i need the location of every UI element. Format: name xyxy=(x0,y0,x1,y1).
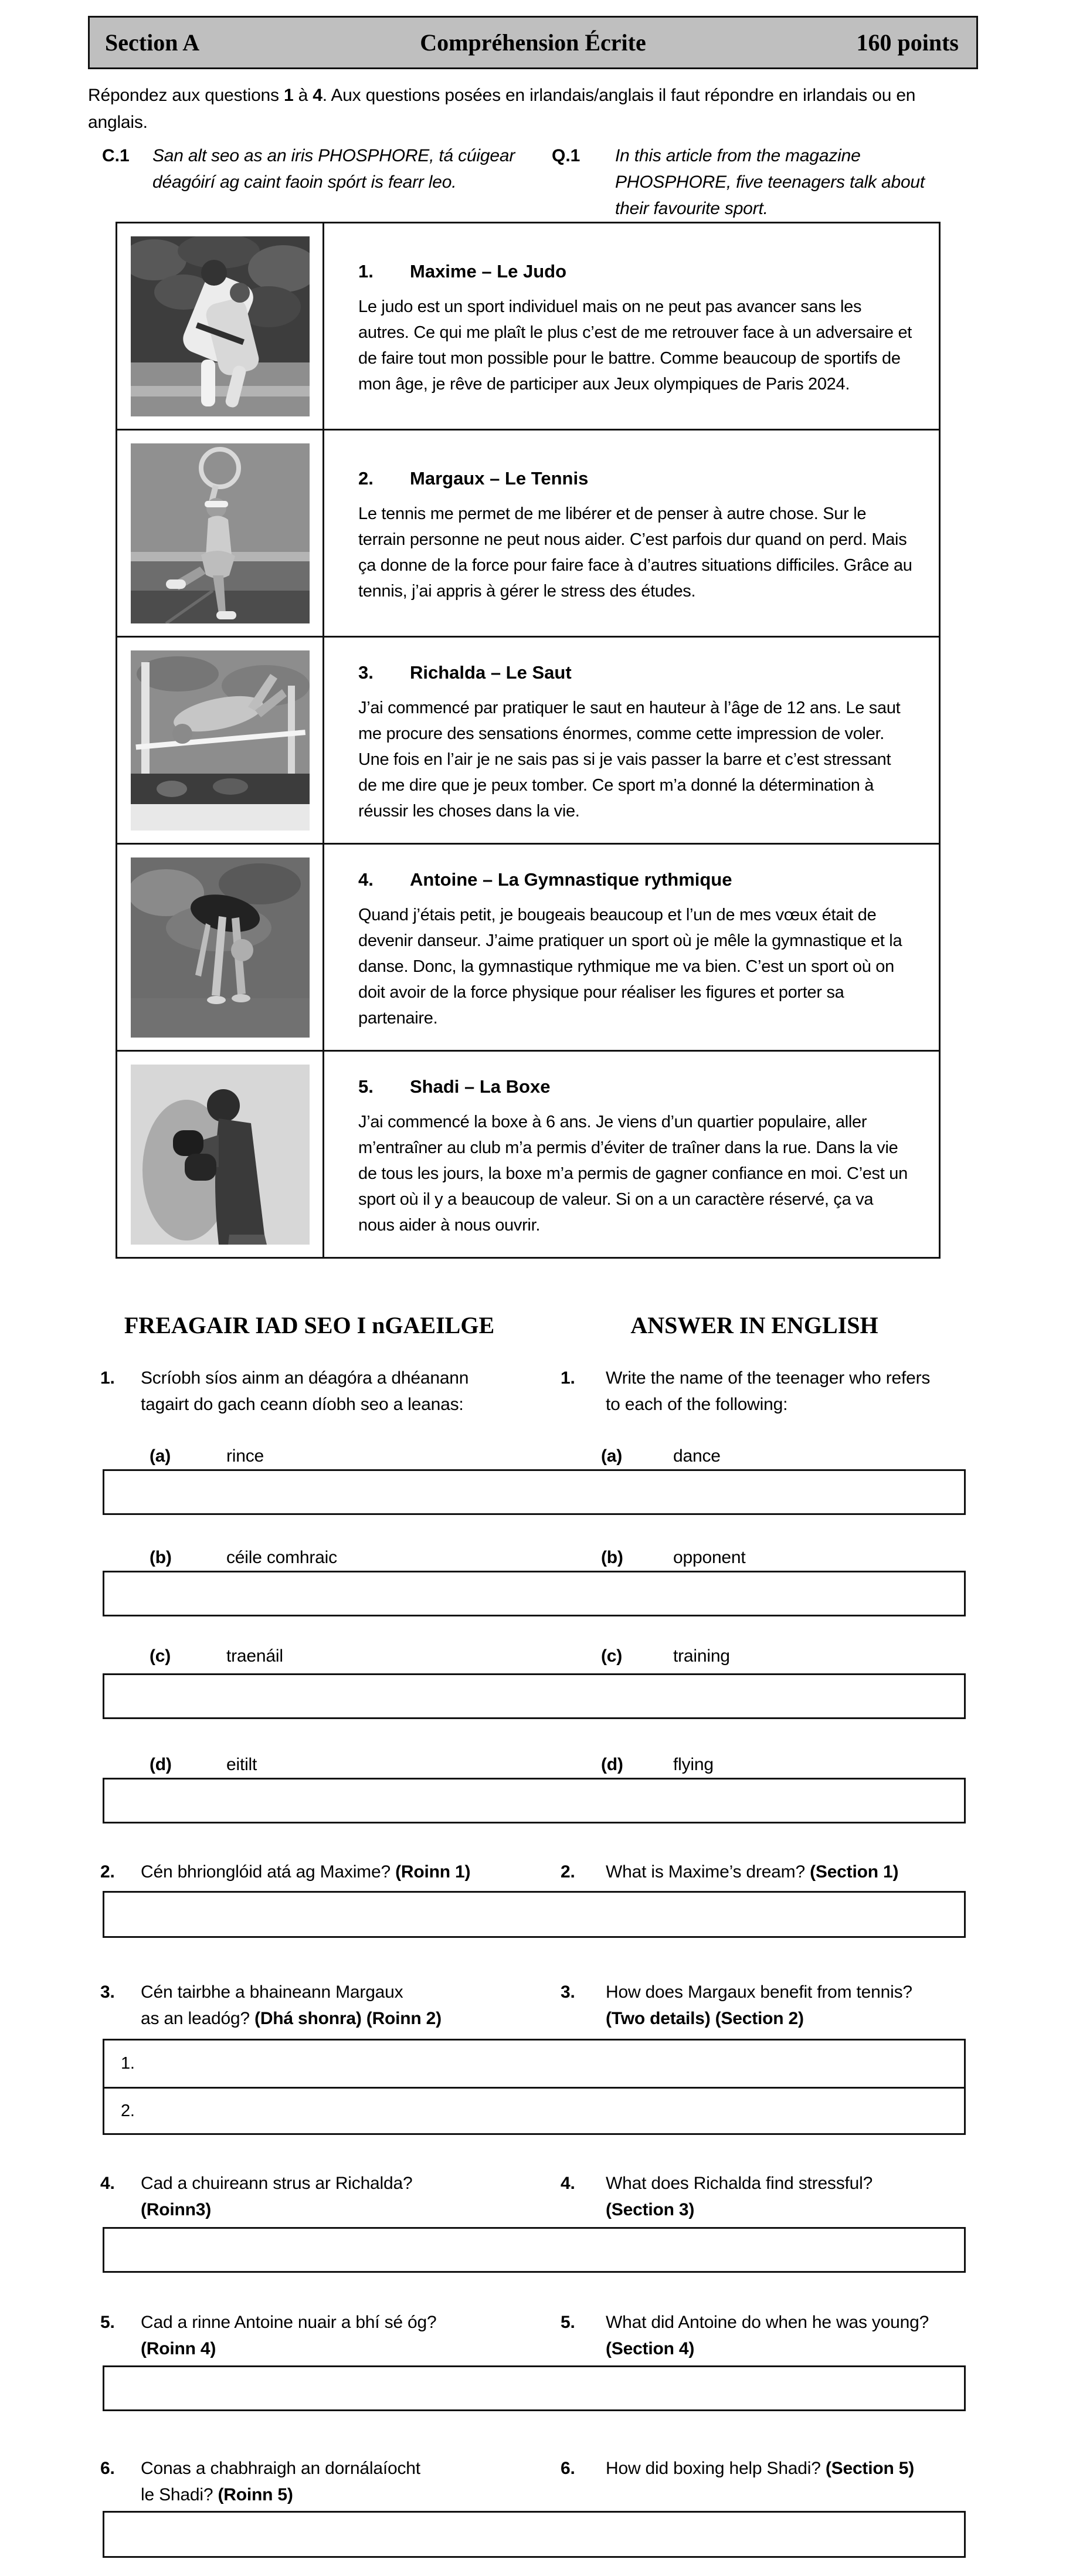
question-3-row xyxy=(88,1979,978,2032)
question-number: 3. xyxy=(100,1982,115,2002)
question-1-irish xyxy=(88,1365,552,1418)
page-title: Compréhension Écrite xyxy=(420,29,646,56)
question-text-english: How did boxing help Shadi? xyxy=(606,2459,826,2478)
answer-line-number: 1. xyxy=(121,2054,135,2073)
question-text-english: What did Antoine do when he was young? xyxy=(606,2313,929,2332)
answer-box-1d[interactable] xyxy=(103,1778,966,1823)
question-number: 1. xyxy=(100,1368,115,1388)
passage-heading xyxy=(358,467,912,490)
item-row-d xyxy=(88,1751,978,1778)
question-number: 2. xyxy=(561,1862,575,1882)
section-label: Section A xyxy=(105,29,200,56)
instruction-segment: . Aux questions posées en irlandais/anglais il faut répondre en irlandais ou en anglais. xyxy=(88,86,916,132)
passage-text: Le tennis me permet de me libérer et de penser à autre chose. Sur le terrain personne ne peut nous aider. C’est parfois dur quand on perd. Mais ça donne de la force pour faire face à d’autres situations difficiles. Grâce au tennis, j’ai appris à gérer le stress des études. xyxy=(358,504,912,601)
passage-heading xyxy=(358,1075,912,1099)
instruction-segment: Répondez aux questions xyxy=(88,86,284,105)
question-text-irish: Cén bhrionglóid atá ag Maxime? xyxy=(141,1862,396,1882)
irish-answer-header: FREAGAIR IAD SEO I nGAEILGE xyxy=(124,1312,495,1338)
question-number: 2. xyxy=(100,1862,115,1882)
question-text-irish: Conas a chabhraigh an dornálaíocht xyxy=(141,2459,420,2478)
item-label: (c) xyxy=(150,1646,171,1666)
passage-title: Shadi – La Boxe xyxy=(410,1076,551,1097)
question-text-english: What does Richalda find stressful? xyxy=(606,2174,873,2193)
question-intro-row xyxy=(88,143,979,222)
passage-text: J’ai commencé par pratiquer le saut en hauteur à l’âge de 12 ans. Le saut me procure des sensations énormes, comme cette impression de voler. Une fois en l’air je ne sais pas si je vais passer la barre et c’est stressant de me dire que je peux tomber. Ce sport m’a donné la détermination à réussir les choses dans la vie. xyxy=(358,699,901,821)
question-section-ref: (Roinn 1) xyxy=(395,1862,471,1882)
answer-box-2[interactable] xyxy=(103,1891,966,1938)
question-text-english: Write the name of the teenager who refers to each of the following: xyxy=(606,1368,931,1414)
item-term-irish: eitilt xyxy=(226,1755,257,1774)
question-section-ref: (Dhá shonra) (Roinn 2) xyxy=(254,2009,442,2028)
question-section-ref: (Roinn 4) xyxy=(141,2339,216,2358)
passage-title: Margaux – Le Tennis xyxy=(410,468,589,489)
question-number: 5. xyxy=(100,2313,115,2332)
question-text-irish: Scríobh síos ainm an déagóra a dhéanann tagairt do gach ceann díobh seo a leanas: xyxy=(141,1368,469,1414)
item-label: (c) xyxy=(601,1646,623,1666)
item-label: (d) xyxy=(601,1755,623,1774)
answer-box-3-line-1[interactable] xyxy=(104,2041,964,2087)
passage-row-boxing xyxy=(117,1051,940,1258)
instruction-bold-number: 1 xyxy=(283,86,294,105)
answer-box-1b[interactable] xyxy=(103,1571,966,1616)
english-intro-text: In this article from the magazine PHOSPHORE, five teenagers talk about their favourite sport. xyxy=(615,146,925,218)
item-term-english: opponent xyxy=(673,1548,746,1567)
question-section-ref: (Roinn3) xyxy=(141,2200,212,2219)
item-label: (a) xyxy=(150,1446,171,1466)
english-intro xyxy=(552,143,979,222)
passage-row-judo xyxy=(117,223,940,430)
passages-table xyxy=(116,222,941,1259)
irish-intro xyxy=(88,143,552,222)
question-text-irish: le Shadi? xyxy=(141,2485,218,2504)
question-section-ref: (Section 3) xyxy=(606,2200,695,2219)
irish-intro-label: C.1 xyxy=(102,146,130,165)
passage-heading xyxy=(358,868,912,892)
passage-text: Le judo est un sport individuel mais on ne peut pas avancer sans les autres. Ce qui me plaît le plus c’est de me retrouver face à un adversaire et de faire tout mon possible pour le battre. Comme beaucoup de sportifs de mon âge, je rêve de participer aux Jeux olympiques de Paris 2024. xyxy=(358,297,912,394)
answer-box-3[interactable] xyxy=(103,2039,966,2135)
question-6-row xyxy=(88,2455,978,2508)
passage-number: 3. xyxy=(358,662,374,683)
question-5-row xyxy=(88,2309,978,2362)
item-row-a xyxy=(88,1443,978,1469)
item-label: (b) xyxy=(601,1548,623,1567)
item-term-irish: céile comhraic xyxy=(226,1548,337,1567)
passage-number: 5. xyxy=(358,1076,374,1097)
answer-line-number: 2. xyxy=(121,2101,135,2120)
question-text-english: What is Maxime’s dream? xyxy=(606,1862,810,1882)
answer-box-4[interactable] xyxy=(103,2227,966,2273)
question-section-ref: (Two details) (Section 2) xyxy=(606,2009,804,2028)
passage-number: 1. xyxy=(358,261,374,282)
question-section-ref: (Section 1) xyxy=(810,1862,899,1882)
passage-text: Quand j’étais petit, je bougeais beaucoup et l’un de mes vœux était de devenir danseur. J’aime pratiquer un sport où je mêle la gymnastique et la danse. Donc, la gymnastique rythmique me va bien. C’est un sport où on doit avoir de la force physique pour réaliser les figures et porter sa partenaire. xyxy=(358,906,902,1028)
answer-box-3-line-2[interactable] xyxy=(104,2087,964,2133)
passage-title: Maxime – Le Judo xyxy=(410,261,567,282)
passage-title: Antoine – La Gymnastique rythmique xyxy=(410,869,732,890)
item-term-english: flying xyxy=(673,1755,714,1774)
item-row-c xyxy=(88,1643,978,1669)
question-number: 5. xyxy=(561,2313,575,2332)
question-4-row xyxy=(88,2170,978,2223)
english-intro-label: Q.1 xyxy=(552,146,580,165)
passage-row-high-jump xyxy=(117,637,940,844)
question-number: 6. xyxy=(100,2459,115,2478)
judo-match-photo xyxy=(131,236,310,416)
gymnast-photo xyxy=(131,857,310,1038)
question-section-ref: (Section 4) xyxy=(606,2339,695,2358)
answer-box-5[interactable] xyxy=(103,2365,966,2411)
passage-title: Richalda – Le Saut xyxy=(410,662,572,683)
question-2-row xyxy=(88,1859,978,1885)
item-label: (d) xyxy=(150,1755,172,1774)
passage-heading xyxy=(358,661,912,684)
answer-box-6[interactable] xyxy=(103,2511,966,2558)
answer-box-1a[interactable] xyxy=(103,1469,966,1515)
passage-number: 4. xyxy=(358,869,374,890)
questions-section xyxy=(88,1349,978,2558)
irish-intro-text: San alt seo as an iris PHOSPHORE, tá cúigear déagóirí ag caint faoin spórt is fearr leo. xyxy=(152,146,515,192)
question-section-ref: (Section 5) xyxy=(825,2459,915,2478)
item-term-english: dance xyxy=(673,1446,721,1466)
passage-row-gymnastics xyxy=(117,844,940,1051)
instructions-text xyxy=(88,82,977,136)
passage-text: J’ai commencé la boxe à 6 ans. Je viens d’un quartier populaire, aller m’entraîner au club m’a permis d’éviter de traîner dans la rue. Dans la vie de tous les jours, la boxe m’a permis de gagner confiance en moi. C’est un sport où il y a beaucoup de valeur. Si on a un caractère réservé, ça va nous aider à nous ouvrir. xyxy=(358,1113,908,1235)
question-number: 4. xyxy=(561,2174,575,2193)
item-label: (b) xyxy=(150,1548,172,1567)
question-text-irish: as an leadóg? xyxy=(141,2009,255,2028)
instruction-bold-number: 4 xyxy=(313,86,322,105)
item-term-irish: rince xyxy=(226,1446,264,1466)
answer-box-1c[interactable] xyxy=(103,1673,966,1719)
tennis-player-photo xyxy=(131,443,310,623)
english-answer-header: ANSWER IN ENGLISH xyxy=(630,1312,878,1338)
question-text-irish: Cad a chuireann strus ar Richalda? xyxy=(141,2174,413,2193)
question-text-irish: Cén tairbhe a bhaineann Margaux xyxy=(141,1982,403,2002)
passage-number: 2. xyxy=(358,468,374,489)
points-label: 160 points xyxy=(856,29,959,56)
question-section-ref: (Roinn 5) xyxy=(218,2485,293,2504)
item-label: (a) xyxy=(601,1446,623,1466)
question-1-row xyxy=(88,1365,978,1418)
item-term-irish: traenáil xyxy=(226,1646,283,1666)
boxer-photo xyxy=(131,1065,310,1245)
question-text-irish: Cad a rinne Antoine nuair a bhí sé óg? xyxy=(141,2313,437,2332)
instruction-segment: à xyxy=(293,86,313,105)
question-number: 6. xyxy=(561,2459,575,2478)
section-header-bar xyxy=(88,16,978,69)
item-row-b xyxy=(88,1544,978,1571)
passage-row-tennis xyxy=(117,430,940,637)
high-jump-photo xyxy=(131,650,310,831)
passage-heading xyxy=(358,260,912,283)
question-number: 3. xyxy=(561,1982,575,2002)
question-text-english: How does Margaux benefit from tennis? xyxy=(606,1982,912,2002)
item-term-english: training xyxy=(673,1646,730,1666)
question-number: 1. xyxy=(561,1368,575,1388)
question-1-english xyxy=(552,1365,978,1418)
question-number: 4. xyxy=(100,2174,115,2193)
answer-headers-row xyxy=(88,1311,978,1339)
